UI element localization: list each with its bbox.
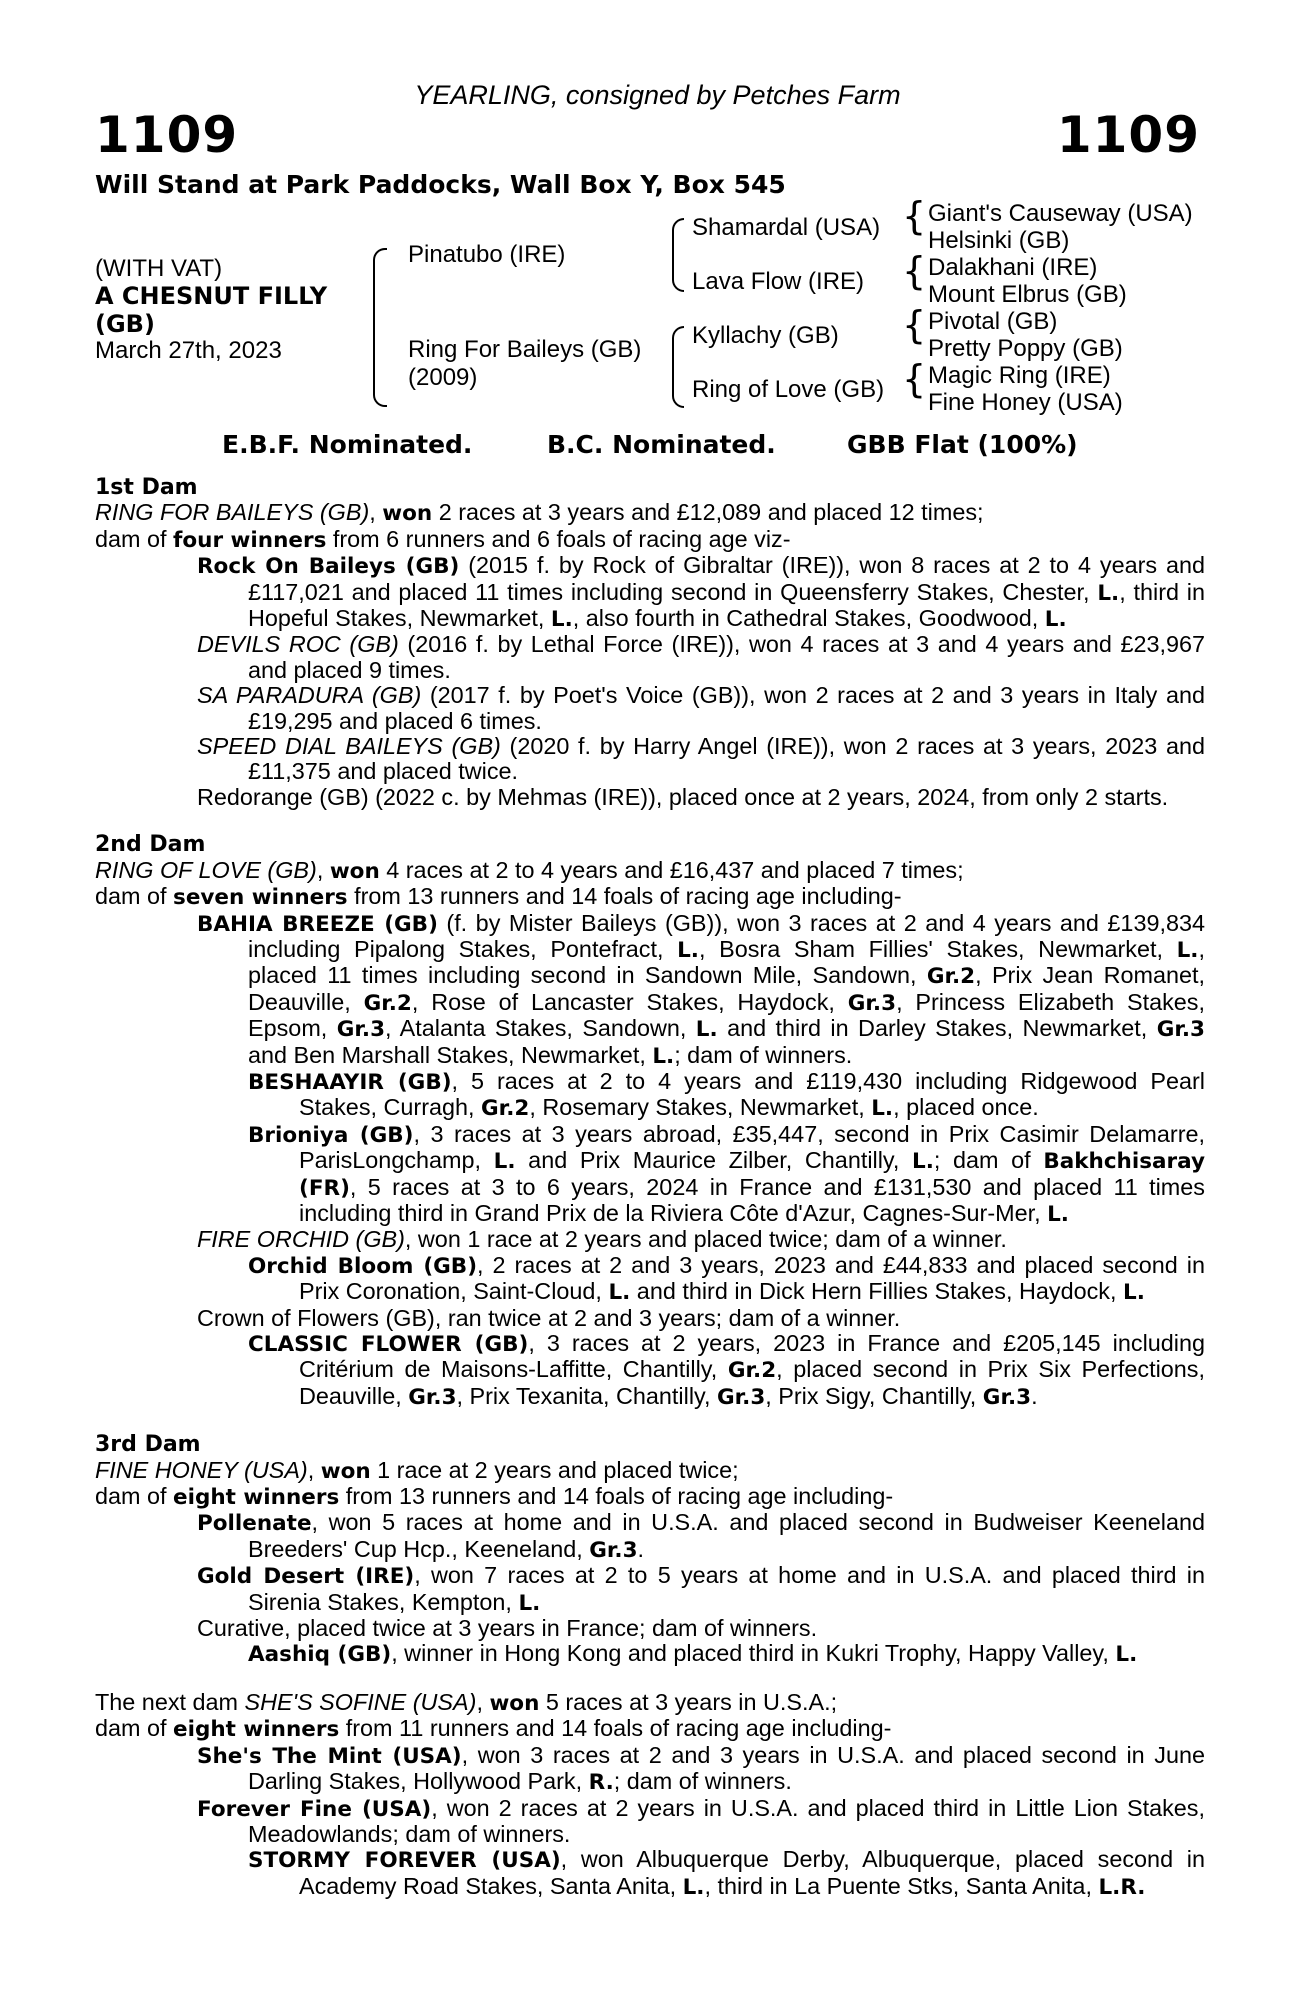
produce-entry: Orchid Bloom (GB), 2 races at 2 and 3 years, 2023 and £44,833 and placed second in Prix Coronation, Saint-Cloud, L. and third in Dick Hern Fillies Stakes, Haydock, L. bbox=[248, 1251, 1205, 1306]
gbb-flat: GBB Flat (100%) bbox=[847, 430, 1078, 459]
sire: Pinatubo (IRE) bbox=[408, 241, 566, 268]
produce-entry: BESHAAYIR (GB), 5 races at 2 to 4 years and £119,430 including Ridgewood Pearl Stakes, Curragh, Gr.2, Rosemary Stakes, Newmarket, L., placed once. bbox=[248, 1067, 1205, 1122]
dd-dam: Fine Honey (USA) bbox=[928, 389, 1123, 416]
second-dam-line: RING OF LOVE (GB), won 4 races at 2 to 4 years and £16,437 and placed 7 times; bbox=[95, 856, 964, 884]
third-dam-heading: 3rd Dam bbox=[95, 1432, 201, 1458]
produce-entry: CLASSIC FLOWER (GB), 3 races at 2 years, 2023 in France and £205,145 including Critérium de Maisons-Laffitte, Chantilly, Gr.2, placed second in Prix Six Perfections, Deauville, Gr.3, Prix Texanita, Chantilly, Gr.3, Prix Sigy, Chantilly, Gr.3. bbox=[248, 1330, 1205, 1410]
lot-number-right: 1109 bbox=[1056, 106, 1200, 164]
third-dam-produce-summary: dam of eight winners from 13 runners and 14 foals of racing age including- bbox=[95, 1483, 894, 1511]
sd-dam: Mount Elbrus (GB) bbox=[928, 281, 1127, 308]
produce-entry: SPEED DIAL BAILEYS (GB) (2020 f. by Harry Angel (IRE)), won 2 races at 3 years, 2023 and £11,375 and placed twice. bbox=[197, 733, 1205, 785]
dam-year: (2009) bbox=[408, 364, 478, 391]
dam-sire: Kyllachy (GB) bbox=[692, 322, 839, 349]
sire-sire: Shamardal (USA) bbox=[692, 214, 881, 241]
produce-entry: Crown of Flowers (GB), ran twice at 2 and 3 years; dam of a winner. bbox=[197, 1304, 901, 1331]
pedigree-brace-g3-1: { bbox=[902, 194, 927, 238]
first-dam-line: RING FOR BAILEYS (GB), won 2 races at 3 years and £12,089 and placed 12 times; bbox=[95, 499, 984, 527]
ds-sire: Pivotal (GB) bbox=[928, 308, 1058, 335]
produce-entry: Aashiq (GB), winner in Hong Kong and placed third in Kukri Trophy, Happy Valley, L. bbox=[248, 1640, 1138, 1668]
produce-entry: STORMY FOREVER (USA), won Albuquerque Derby, Albuquerque, placed second in Academy Road Stakes, Santa Anita, L., third in La Puente Stks, Santa Anita, L.R. bbox=[248, 1846, 1205, 1900]
first-dam-produce-summary: dam of four winners from 6 runners and 6 foals of racing age viz- bbox=[95, 525, 791, 553]
pedigree-brace-main bbox=[373, 248, 387, 407]
ds-dam: Pretty Poppy (GB) bbox=[928, 335, 1123, 362]
produce-entry: Forever Fine (USA), won 2 races at 2 years in U.S.A. and placed third in Little Lion Stakes, Meadowlands; dam of winners. bbox=[197, 1794, 1206, 1847]
consignor-line: YEARLING, consigned by Petches Farm bbox=[414, 80, 901, 110]
third-dam-line: FINE HONEY (USA), won 1 race at 2 years and placed twice; bbox=[95, 1456, 739, 1484]
produce-entry: She's The Mint (USA), won 3 races at 2 and 3 years in U.S.A. and placed second in June Darling Stakes, Hollywood Park, R.; dam of winners. bbox=[197, 1741, 1205, 1796]
second-dam-section bbox=[95, 832, 1205, 1410]
produce-entry: SA PARADURA (GB) (2017 f. by Poet's Voice (GB)), won 2 races at 2 and 3 years in Italy and £19,295 and placed 6 times. bbox=[197, 682, 1205, 734]
pedigree-brace-g3-4: { bbox=[902, 357, 927, 401]
first-dam-heading: 1st Dam bbox=[95, 475, 198, 500]
pedigree-brace-sire bbox=[672, 218, 684, 292]
produce-entry: DEVILS ROC (GB) (2016 f. by Lethal Force (IRE)), won 4 races at 3 and 4 years and £23,967 and placed 9 times. bbox=[197, 631, 1205, 683]
produce-entry: Brioniya (GB), 3 races at 3 years abroad, £35,447, second in Prix Casimir Delamarre, ParisLongchamp, L. and Prix Maurice Zilber, Chantilly, L.; dam of Bakhchisaray (FR), 5 races at 3 to 6 years, 2024 in France and £131,530 and placed 11 times including third in Grand Prix de la Riviera Côte d'Azur, Cagnes-Sur-Mer, L. bbox=[248, 1120, 1206, 1227]
stand-location: Will Stand at Park Paddocks, Wall Box Y, Box 545 bbox=[95, 170, 786, 199]
dam-dam: Ring of Love (GB) bbox=[692, 376, 885, 403]
vat-note: (WITH VAT) bbox=[95, 255, 223, 282]
dam-lines bbox=[95, 475, 1205, 1922]
ss-sire: Giant's Causeway (USA) bbox=[928, 200, 1193, 227]
produce-entry: BAHIA BREEZE (GB) (f. by Mister Baileys (GB)), won 3 races at 2 and 4 years and £139,834 including Pipalong Stakes, Pontefract, L., Bosra Sham Fillies' Stakes, Newmarket, L., placed 11 times including second in Sandown Mile, Sandown, Gr.2, Prix Jean Romanet, Deauville, Gr.2, Rose of Lancaster Stakes, Haydock, Gr.3, Princess Elizabeth Stakes, Epsom, Gr.3, Atalanta Stakes, Sandown, L. and third in Darley Stakes, Newmarket, Gr.3 and Ben Marshall Stakes, Newmarket, L.; dam of winners. bbox=[197, 909, 1205, 1069]
produce-entry: Curative, placed twice at 3 years in France; dam of winners. bbox=[197, 1615, 818, 1642]
second-dam-produce-summary: dam of seven winners from 13 runners and 14 foals of racing age including- bbox=[95, 883, 902, 911]
produce-entry: Gold Desert (IRE), won 7 races at 2 to 5 years at home and in U.S.A. and placed third in Sirenia Stakes, Kempton, L. bbox=[197, 1562, 1205, 1616]
pedigree-brace-g3-2: { bbox=[902, 249, 927, 293]
pedigree-brace-g3-3: { bbox=[902, 303, 927, 347]
horse-name: A CHESNUT FILLY bbox=[95, 282, 328, 310]
dam: Ring For Baileys (GB) bbox=[408, 336, 642, 363]
produce-entry: FIRE ORCHID (GB), won 1 race at 2 years and placed twice; dam of a winner. bbox=[197, 1226, 1007, 1253]
first-dam-section bbox=[95, 475, 1205, 810]
produce-entry: Rock On Baileys (GB) (2015 f. by Rock of Gibraltar (IRE)), won 8 races at 2 to 4 years and £117,021 and placed 11 times including second in Queensferry Stakes, Chester, L., third in Hopeful Stakes, Newmarket, L., also fourth in Cathedral Stakes, Goodwood, L. bbox=[197, 552, 1206, 633]
pedigree-brace-dam bbox=[672, 326, 684, 408]
third-dam-section bbox=[95, 1432, 1205, 1668]
sire-dam: Lava Flow (IRE) bbox=[692, 268, 865, 295]
second-dam-heading: 2nd Dam bbox=[95, 832, 206, 858]
produce-entry: Pollenate, won 5 races at home and in U.S.A. and placed second in Budweiser Keeneland Breeders' Cup Hcp., Keeneland, Gr.3. bbox=[197, 1509, 1205, 1563]
bc-nomination: B.C. Nominated. bbox=[547, 430, 776, 459]
produce-entry: Redorange (GB) (2022 c. by Mehmas (IRE)), placed once at 2 years, 2024, from only 2 starts. bbox=[197, 783, 1169, 810]
lot-number-left: 1109 bbox=[95, 106, 239, 164]
sd-sire: Dalakhani (IRE) bbox=[928, 254, 1098, 281]
ss-dam: Helsinki (GB) bbox=[928, 227, 1070, 254]
fourth-dam-produce-summary: dam of eight winners from 11 runners and 14 foals of racing age including- bbox=[95, 1715, 892, 1743]
ebf-nomination: E.B.F. Nominated. bbox=[222, 430, 473, 459]
foaling-date: March 27th, 2023 bbox=[95, 337, 282, 364]
dd-sire: Magic Ring (IRE) bbox=[928, 362, 1111, 389]
horse-origin: (GB) bbox=[95, 310, 155, 338]
fourth-dam-line: The next dam SHE'S SOFINE (USA), won 5 races at 3 years in U.S.A.; bbox=[95, 1688, 838, 1716]
fourth-dam-section bbox=[95, 1690, 1205, 1900]
